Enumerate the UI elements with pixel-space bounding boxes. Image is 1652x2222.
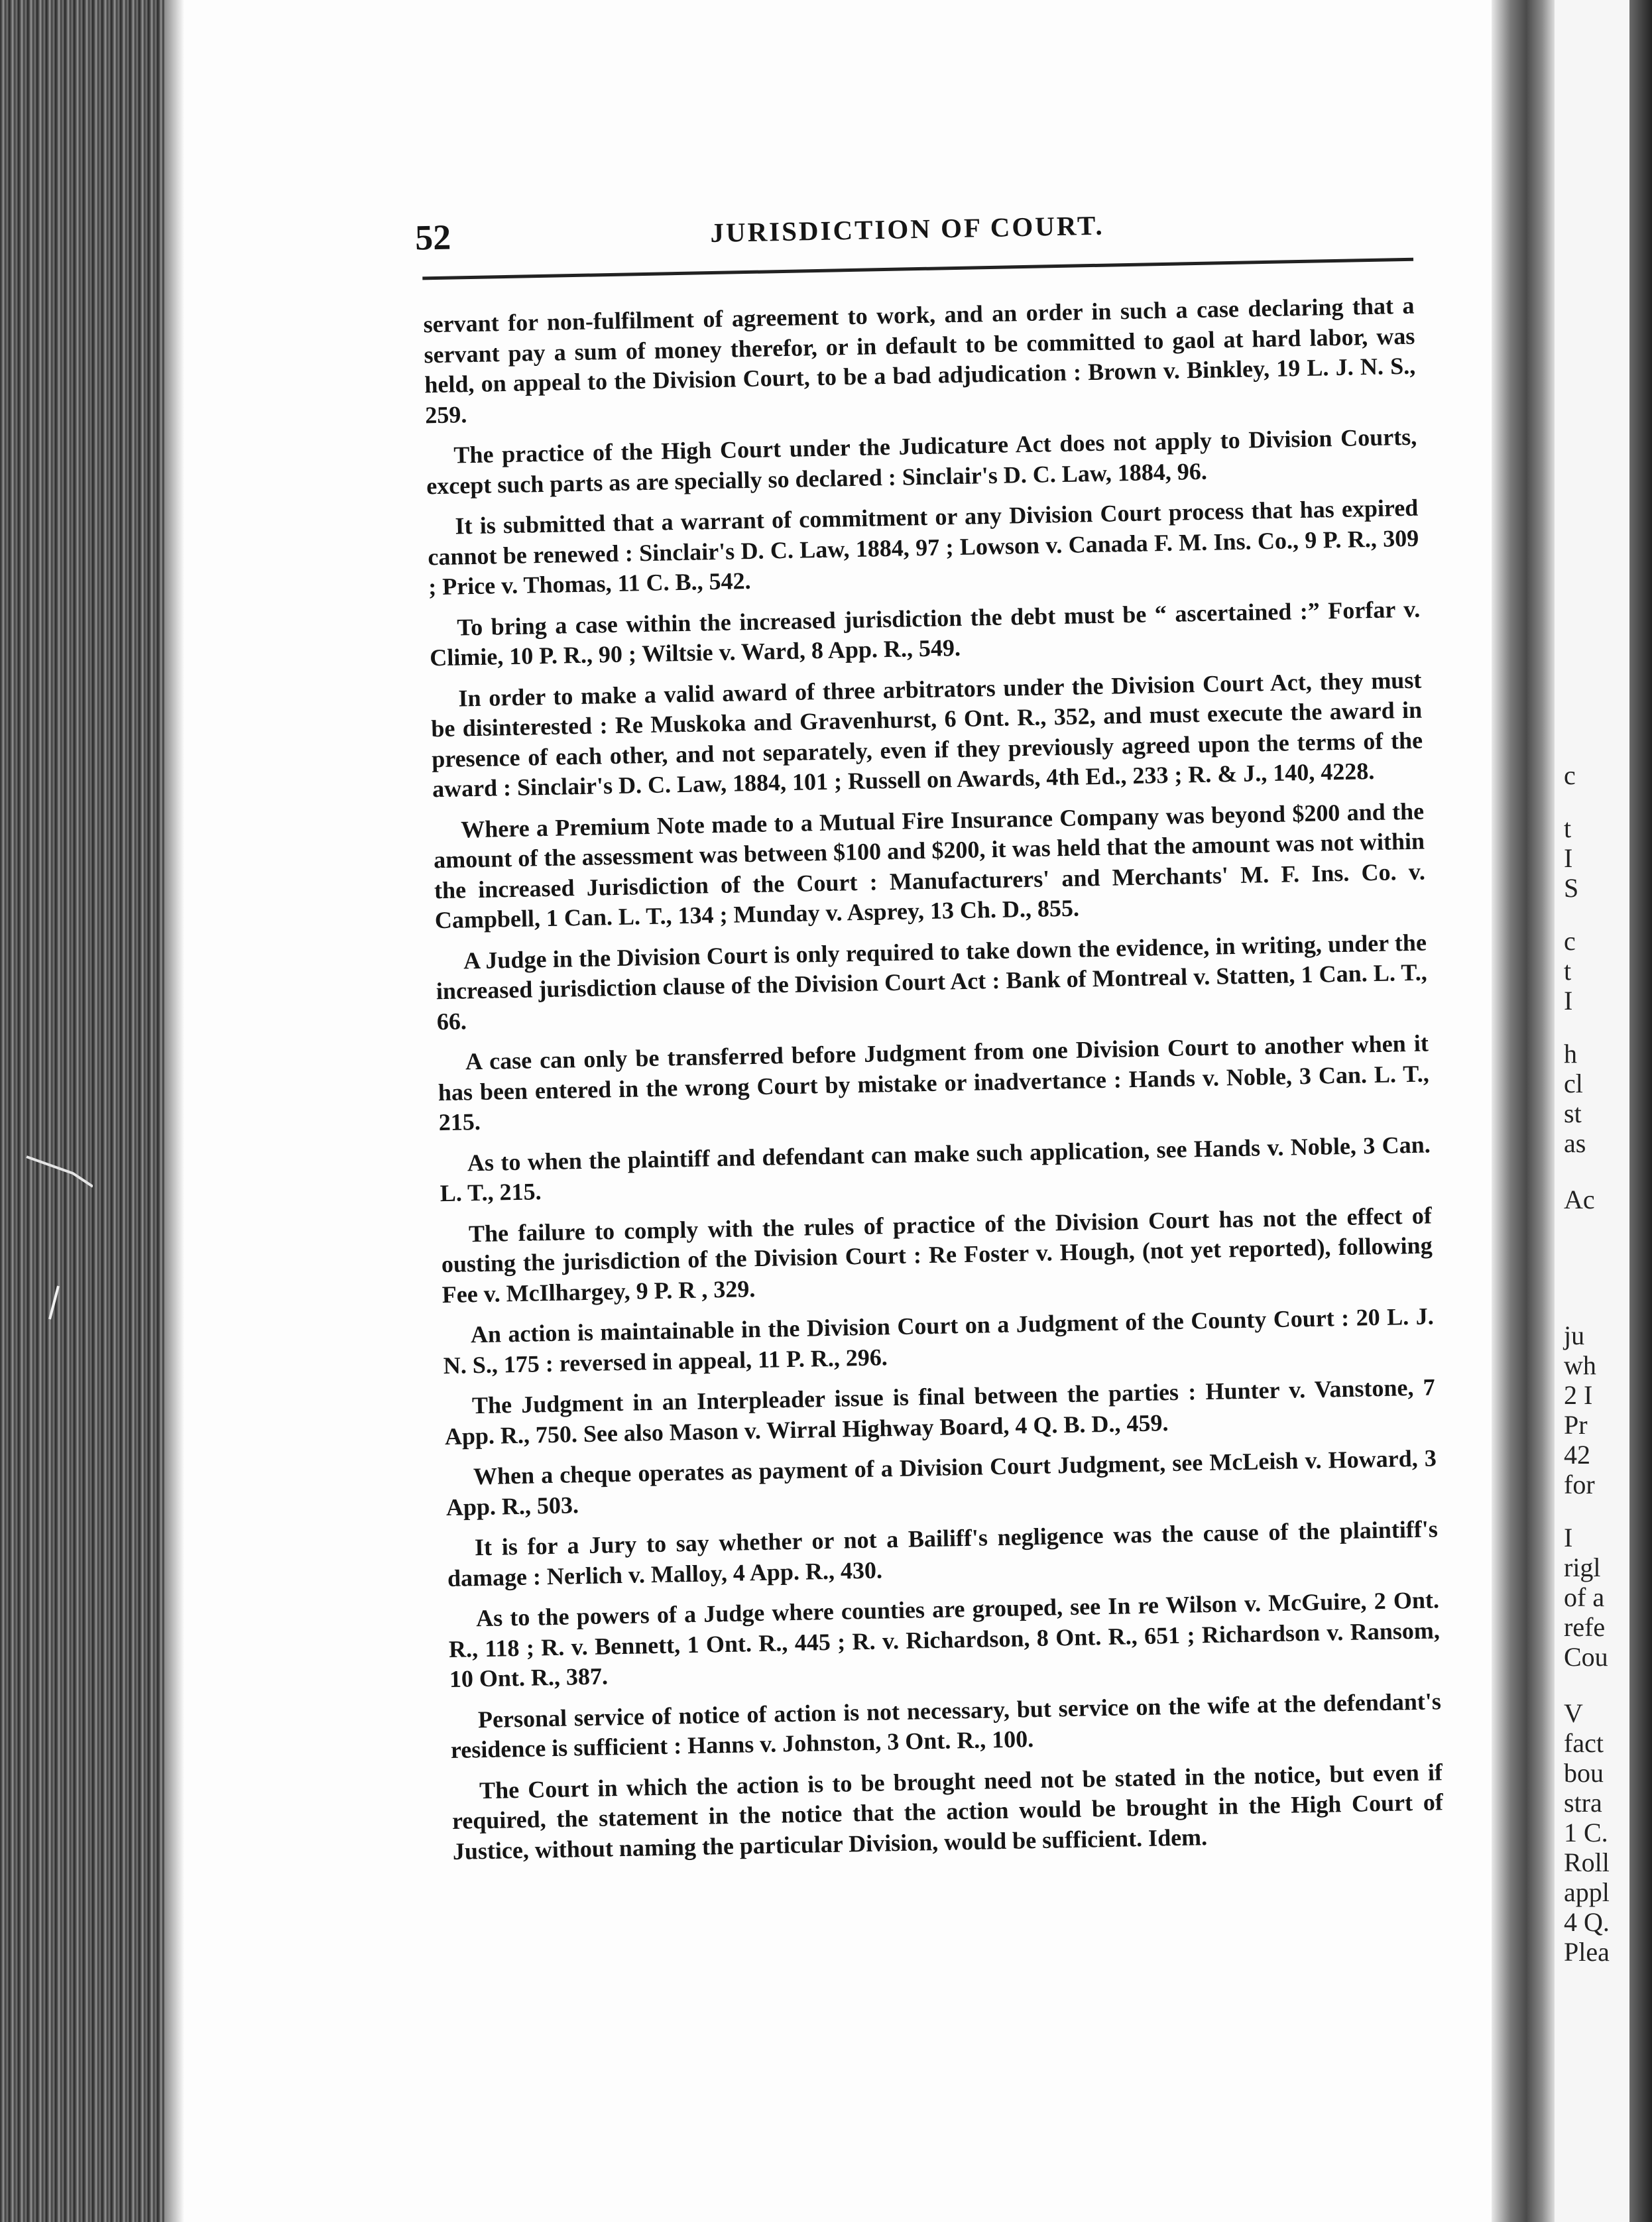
paragraph: To bring a case within the increased jurisdiction the debt must be “ ascertained :” Forfar v. Climie, 10 P. R., 90 ; Wiltsie v. Ward, 8 App. R., 549. — [429, 595, 1421, 672]
paragraph: It is submitted that a warrant of commitment or any Division Court process that has expired cannot be renewed : Sinclair's D. C. Law, 1884, 97 ; Lowson v. Canada F. M. Ins. Co., 9 P. R., 309 ; Price v. Thomas, 11 C. B., 542. — [427, 494, 1419, 601]
facing-text-fragment: c — [1564, 926, 1576, 956]
paragraph: It is for a Jury to say whether or not a Bailiff's negligence was the cause of the plaintiff's damage : Nerlich v. Malloy, 4 App. R., 430. — [447, 1515, 1439, 1592]
margin-marks — [0, 0, 93, 2222]
facing-text-fragment: V — [1564, 1698, 1583, 1728]
facing-text-fragment: I — [1564, 843, 1573, 873]
paragraph: The Court in which the action is to be brought need not be stated in the notice, but even if required, the statement in the notice that the action would be brought in the High Court of Justice, without naming the particular Division, would be sufficient. Idem. — [451, 1758, 1444, 1865]
paragraph: A case can only be transferred before Judgment from one Division Court to another when it has been entered in the wrong Court by mistake or inadvertance : Hands v. Noble, 3 Can. L. T., 215. — [438, 1029, 1429, 1136]
facing-text-fragment: as — [1564, 1128, 1586, 1158]
paragraph: servant for non-fulfilment of agreement to work, and an order in such a case declaring that a servant pay a sum of money therefor, or in default to be committed to gaol at hard labor, was held, on appeal to the Division Court, to be a bad adjudication : Brown v. Binkley, 19 L. J. N. S., 259. — [423, 292, 1416, 428]
paragraph: The practice of the High Court under the Judicature Act does not apply to Division Courts, except such parts as are specially so declared : Sinclair's D. C. Law, 1884, 96. — [426, 423, 1417, 499]
facing-text-fragment: t — [1564, 956, 1572, 986]
facing-text-fragment: refe — [1564, 1612, 1606, 1642]
facing-text-fragment: t — [1564, 813, 1572, 843]
paragraph: Where a Premium Note made to a Mutual Fire Insurance Company was beyond $200 and the amount of the assessment was between $100 and $200, it was held that the amount was not within the increased Jurisdiction of the Court : Manufacturers' and Merchants' M. F. Ins. Co. v. Campbell, 1 Can. L. T., 134 ; Munday v. Asprey, 13 Ch. D., 855. — [433, 797, 1426, 934]
facing-text-fragment: 1 C. — [1564, 1818, 1608, 1847]
facing-text-fragment: stra — [1564, 1788, 1602, 1818]
facing-text-fragment: ju — [1564, 1320, 1585, 1350]
paragraph: An action is maintainable in the Division Court on a Judgment of the County Court : 20 L. J. N. S., 175 : reversed in appeal, 11 P. R., 296. — [443, 1303, 1435, 1379]
facing-text-fragment: 42 — [1564, 1440, 1590, 1470]
facing-text-fragment: appl — [1564, 1877, 1610, 1907]
paragraph: The Judgment in an Interpleader issue is final between the parties : Hunter v. Vanstone, 7 App. R., 750. See also Mason v. Wirral Highway Board, 4 Q. B. D., 459. — [444, 1374, 1436, 1450]
facing-text-fragment: Ac — [1564, 1185, 1595, 1214]
facing-text-fragment: h — [1564, 1039, 1577, 1069]
paragraph: Personal service of notice of action is not necessary, but service on the wife at the defendant's residence is sufficient : Hanns v. Johnston, 3 Ont. R., 100. — [450, 1687, 1442, 1763]
page-header — [401, 180, 1413, 278]
paragraph: The failure to comply with the rules of practice of the Division Court has not the effect of ousting the jurisdiction of the Division Court : Re Foster v. Hough, (not yet reported), following Fee v. McIlhargey, 9 P. R , 329. — [441, 1201, 1433, 1308]
facing-text-fragment: fact — [1564, 1728, 1604, 1758]
facing-text-fragment: Cou — [1564, 1642, 1608, 1672]
paragraph: A Judge in the Division Court is only required to take down the evidence, in writing, under the increased jurisdiction clause of the Division Court Act : Bank of Montreal v. Statten, 1 Can. L. T., 66. — [436, 929, 1428, 1035]
facing-text-fragment: 2 I — [1564, 1380, 1593, 1410]
facing-text-fragment: wh — [1564, 1350, 1596, 1380]
page-number: 52 — [414, 217, 451, 258]
facing-page-fragment — [1555, 0, 1652, 2222]
paragraph: As to the powers of a Judge where counties are grouped, see In re Wilson v. McGuire, 2 Ont. R., 118 ; R. v. Bennett, 1 Ont. R., 445 ; R. v. Richardson, 8 Ont. R., 651 ; Richardson v. Ransom, 10 Ont. R., 387. — [448, 1586, 1441, 1693]
facing-text-fragment: of a — [1564, 1582, 1605, 1612]
facing-text-fragment: Plea — [1564, 1937, 1610, 1967]
header-rule — [422, 258, 1413, 280]
facing-text-fragment: c — [1564, 760, 1576, 790]
paragraph: When a cheque operates as payment of a Division Court Judgment, see McLeish v. Howard, 3 App. R., 503. — [445, 1444, 1437, 1521]
facing-text-fragment: Pr — [1564, 1410, 1588, 1440]
facing-text-fragment: for — [1564, 1470, 1595, 1499]
paragraph: In order to make a valid award of three arbitrators under the Division Court Act, they must be disinterested : Re Muskoka and Gravenhurst, 6 Ont. R., 352, and must execute the award in presence of each other, and not separately, even if they previously agreed upon the terms of the award : Sinclair's D. C. Law, 1884, 101 ; Russell on Awards, 4th Ed., 233 ; R. & J., 140, 4228. — [430, 666, 1423, 803]
book-page — [401, 180, 1448, 2121]
book-gutter — [1492, 0, 1555, 2222]
paragraph: As to when the plaintiff and defendant can make such application, see Hands v. Noble, 3 Can. L. T., 215. — [440, 1130, 1431, 1207]
running-head: JURISDICTION OF COURT. — [710, 209, 1104, 249]
page-body — [423, 291, 1444, 1877]
facing-text-fragment: I — [1564, 986, 1573, 1016]
book-edge-right — [1629, 0, 1652, 2222]
facing-text-fragment: cl — [1564, 1069, 1583, 1098]
facing-text-fragment: bou — [1564, 1758, 1604, 1788]
facing-text-fragment: Roll — [1564, 1847, 1610, 1877]
facing-text-fragment: S — [1564, 873, 1579, 903]
facing-text-fragment: 4 Q. — [1564, 1907, 1610, 1937]
facing-text-fragment: rigl — [1564, 1552, 1601, 1582]
facing-text-fragment: st — [1564, 1098, 1582, 1128]
facing-text-fragment: I — [1564, 1523, 1573, 1552]
